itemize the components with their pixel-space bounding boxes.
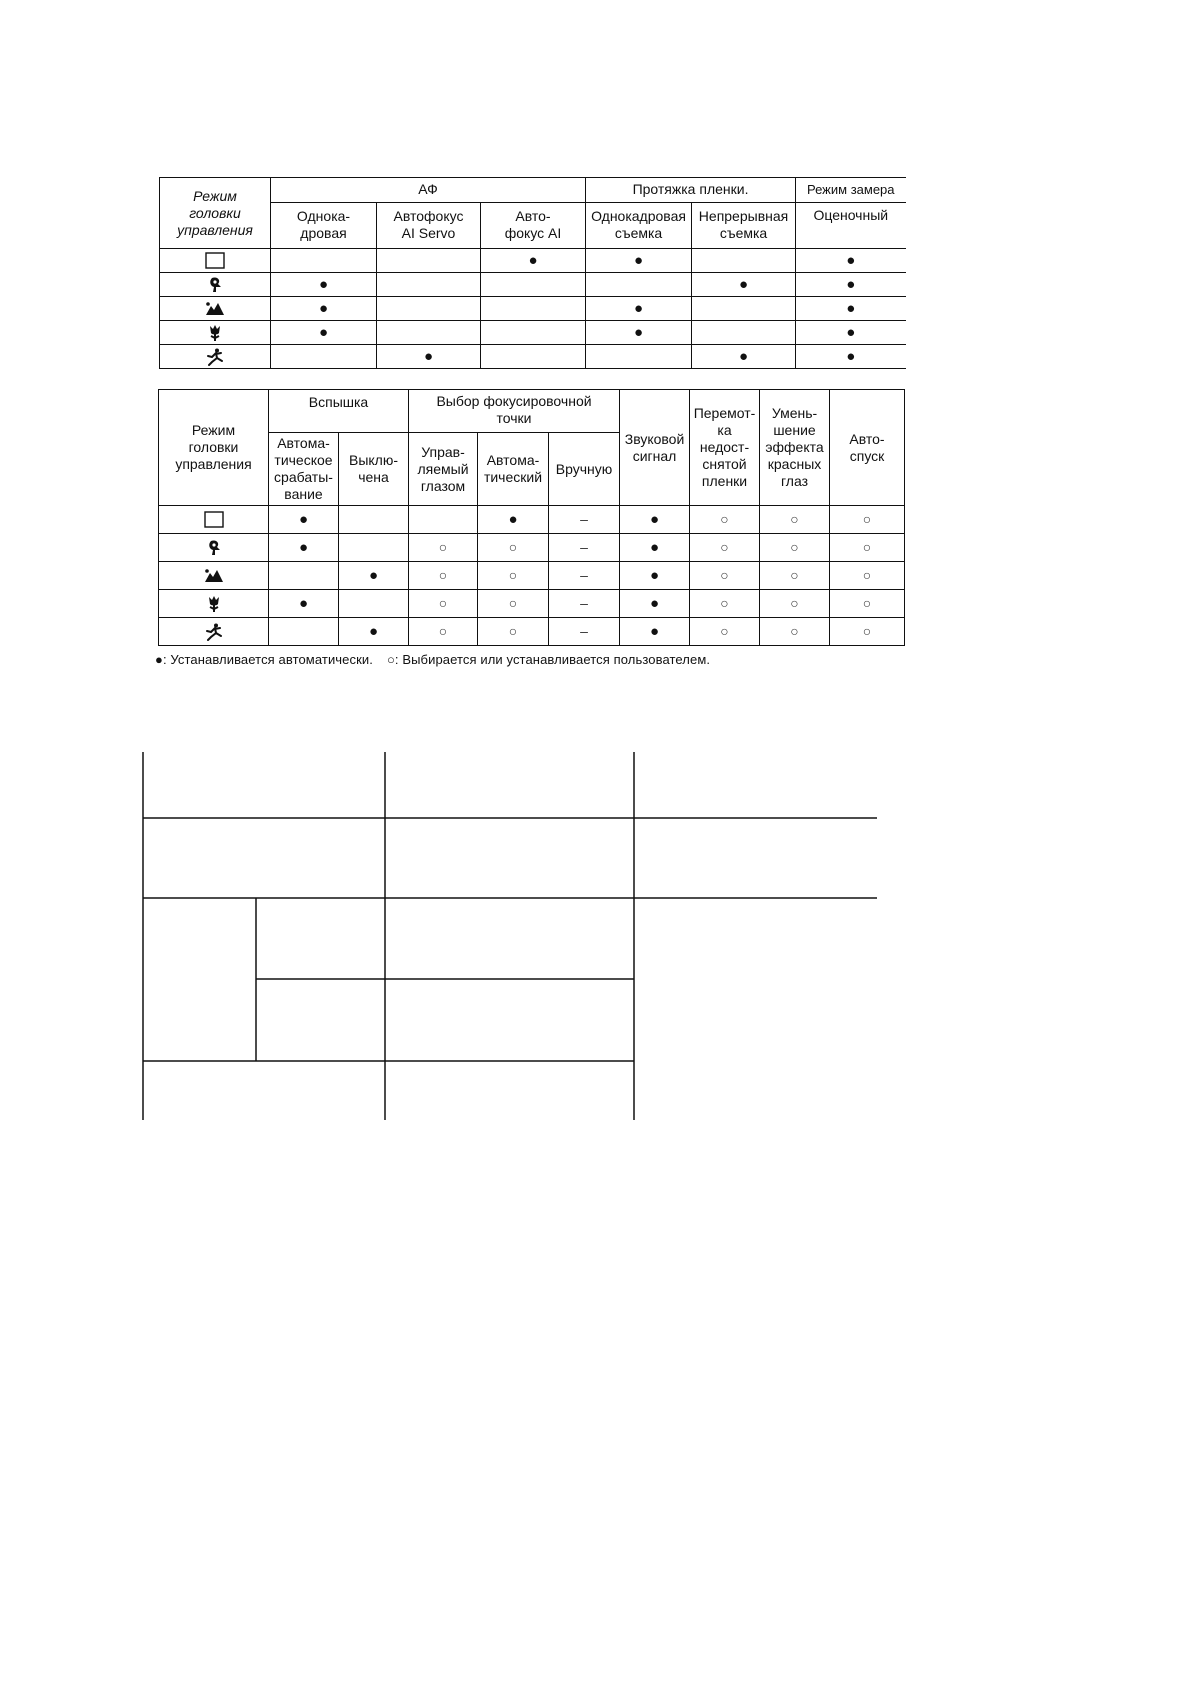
auto-symbol: ● [633,300,644,317]
header-af-point-group: Выбор фокусировочной точки [409,390,620,433]
auto-symbol: ● [649,539,660,556]
user-symbol: ○ [386,652,395,667]
header-rewind: Перемот- ка недост- снятой пленки [690,390,760,506]
user-symbol: ○ [790,511,799,527]
auto-symbol: ● [633,252,644,269]
auto-symbol: ● [649,567,660,584]
auto-symbol: ● [508,511,518,528]
header-af-eye: Управ- ляемый глазом [409,433,478,506]
auto-symbol: ● [846,324,856,341]
auto-symbol: ● [298,539,309,556]
auto-symbol: ● [738,348,749,365]
user-symbol: ○ [862,567,872,583]
user-symbol: ○ [438,539,448,555]
auto-symbol: ● [318,276,329,293]
header-af-one-shot: Однока- дровая [271,202,377,248]
header-af-auto: Автома- тический [478,433,549,506]
header-beep: Звуковой сигнал [620,390,690,506]
header-drive-group: Протяжка пленки. [586,178,796,203]
header-drive-continuous: Непрерывная съемка [692,202,796,248]
legend-user-text: : Выбирается или устанавливается пользователем. [394,652,711,667]
header-mode: Режим головки управления [160,178,271,249]
auto-symbol: ● [738,276,749,293]
none-symbol: – [580,511,588,527]
user-symbol: ○ [720,595,729,611]
header-drive-single: Однокадровая съемка [586,202,692,248]
user-symbol: ○ [862,511,872,527]
auto-symbol: ● [318,324,329,341]
auto-symbol: ● [846,276,856,293]
header-red-eye: Умень- шение эффекта красных глаз [760,390,830,506]
user-symbol: ○ [720,539,729,555]
user-symbol: ○ [508,623,518,639]
auto-symbol: ● [423,348,434,365]
none-symbol: – [580,623,588,639]
auto-symbol: ● [846,348,856,365]
auto-symbol: ● [298,511,309,528]
auto-symbol: ● [846,252,856,269]
user-symbol: ○ [720,567,729,583]
auto-symbol: ● [649,595,660,612]
user-symbol: ○ [438,567,448,583]
user-symbol: ○ [508,595,518,611]
header-af-servo: Автофокус AI Servo [377,202,481,248]
header-mode: Режим головки управления [159,390,269,506]
header-flash-off: Выклю- чена [339,433,409,506]
header-metering-group: Режим замера [796,178,906,203]
none-symbol: – [580,567,588,583]
auto-symbol: ● [318,300,329,317]
header-flash-group: Вспышка [269,390,409,433]
auto-symbol: ● [633,324,644,341]
auto-symbol: ● [649,511,660,528]
auto-symbol: ● [298,595,309,612]
user-symbol: ○ [862,623,872,639]
user-symbol: ○ [508,567,518,583]
none-symbol: – [580,539,588,555]
header-self-timer: Авто- спуск [830,390,905,506]
user-symbol: ○ [790,539,799,555]
user-symbol: ○ [720,623,729,639]
header-metering-evaluative: Оценочный [796,202,906,248]
header-flash-auto: Автома- тическое срабаты- вание [269,433,339,506]
user-symbol: ○ [438,623,448,639]
user-symbol: ○ [508,539,518,555]
user-symbol: ○ [438,595,448,611]
auto-symbol: ● [528,252,538,269]
legend-auto-text: : Устанавливается автоматически. [162,652,373,667]
auto-symbol: ● [846,300,856,317]
header-af-group: АФ [271,178,586,203]
user-symbol: ○ [862,595,872,611]
user-symbol: ○ [790,595,799,611]
header-af-manual: Вручную [549,433,620,506]
auto-symbol: ● [155,652,163,667]
auto-symbol: ● [368,567,379,584]
none-symbol: – [580,595,588,611]
user-symbol: ○ [790,623,799,639]
user-symbol: ○ [790,567,799,583]
header-af-focus: Авто- фокус AI [481,202,586,248]
user-symbol: ○ [720,511,729,527]
auto-symbol: ● [649,623,660,640]
user-symbol: ○ [862,539,872,555]
auto-symbol: ● [368,623,379,640]
